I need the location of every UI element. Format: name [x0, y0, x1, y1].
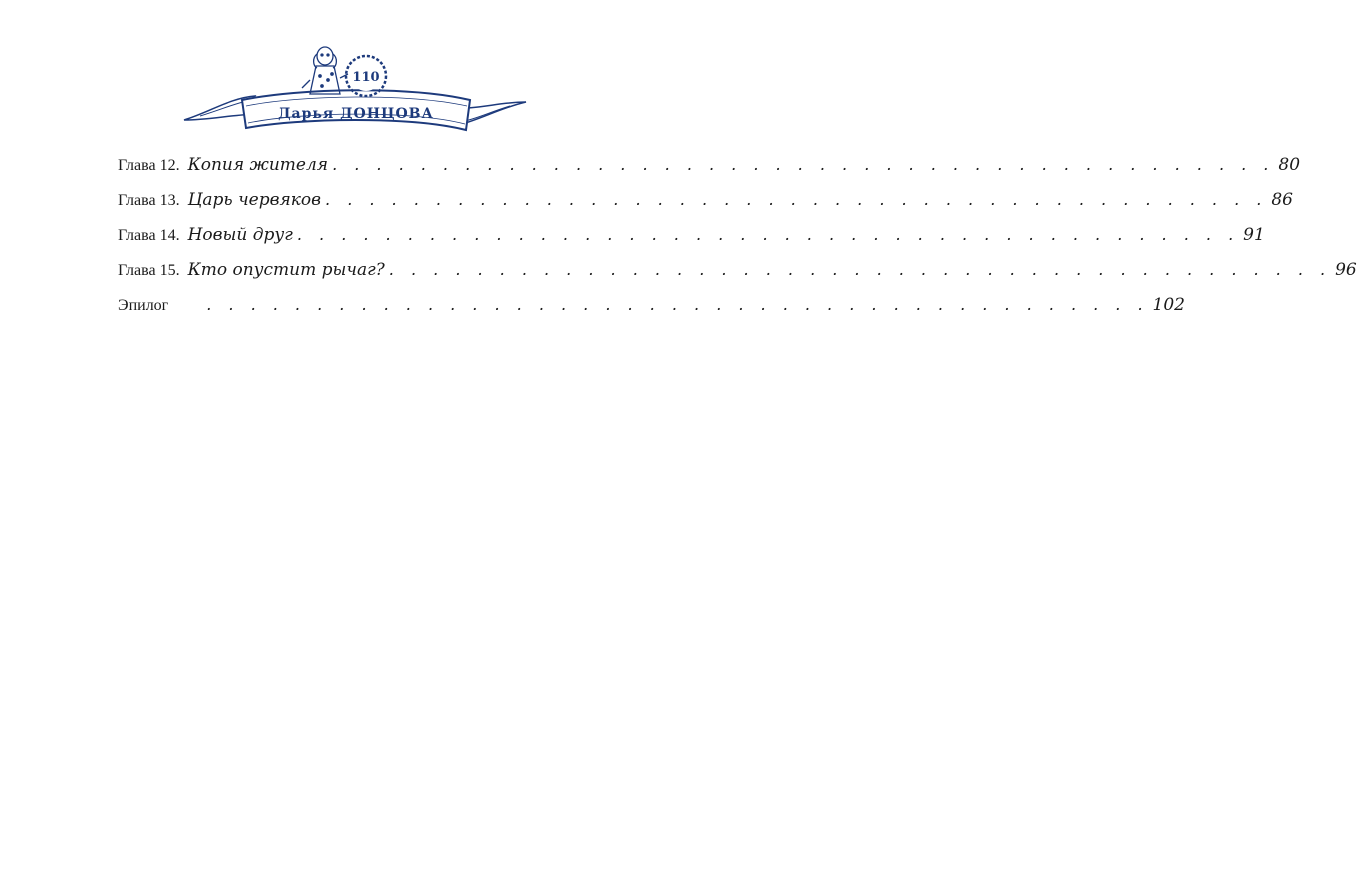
toc-entry-label: Глава 13. [118, 192, 180, 209]
author-name: Дарья ДОНЦОВА [278, 106, 434, 122]
toc-entry-title: Новый друг [187, 225, 293, 245]
series-number: 110 [352, 70, 380, 85]
toc-leader-dots: . . . . . . . . . . . . . . . . . . . . . . . . . . . . . . . . . . . . . . . . . . . [388, 260, 1332, 279]
toc-entry-title: Кто опустит рычаг? [187, 260, 385, 280]
toc-entry [118, 225, 1265, 260]
toc-entry [118, 190, 1293, 225]
series-header [180, 40, 530, 140]
toc-leader-dots: . . . . . . . . . . . . . . . . . . . . . . . . . . . . . . . . . . . . . . . . . . . [325, 190, 1268, 209]
toc-entry [118, 155, 1301, 190]
toc-entry-page: 80 [1278, 155, 1301, 175]
toc-entry-label: Эпилог [118, 297, 169, 314]
toc-leader-dots: . . . . . . . . . . . . . . . . . . . . . . . . . . . . . . . . . . . . . . . . . . . [296, 225, 1240, 244]
toc-leader-dots: . . . . . . . . . . . . . . . . . . . . . . . . . . . . . . . . . . . . . . . . . . . [332, 155, 1275, 174]
toc-entry-label: Глава 15. [118, 262, 180, 279]
dog-illustration-icon [302, 47, 348, 94]
toc-leader-dots: . . . . . . . . . . . . . . . . . . . . . . . . . . . . . . . . . . . . . . . . . . . [206, 295, 1149, 314]
toc-entry-label: Глава 12. [118, 157, 180, 174]
toc-entry-page: 86 [1271, 190, 1293, 210]
toc-entry-page: 102 [1152, 295, 1185, 315]
toc-entry-label: Глава 14. [118, 227, 180, 244]
toc-entry-title: Копия жителя [187, 155, 329, 175]
toc-entry [118, 260, 1357, 295]
toc-entry-page: 91 [1243, 225, 1265, 245]
toc-entry-title: Царь червяков [187, 190, 322, 210]
toc-entry-page: 96 [1335, 260, 1357, 280]
ribbon-emblem-icon [180, 40, 530, 140]
table-of-contents [118, 155, 1357, 330]
toc-entry [118, 295, 1185, 330]
